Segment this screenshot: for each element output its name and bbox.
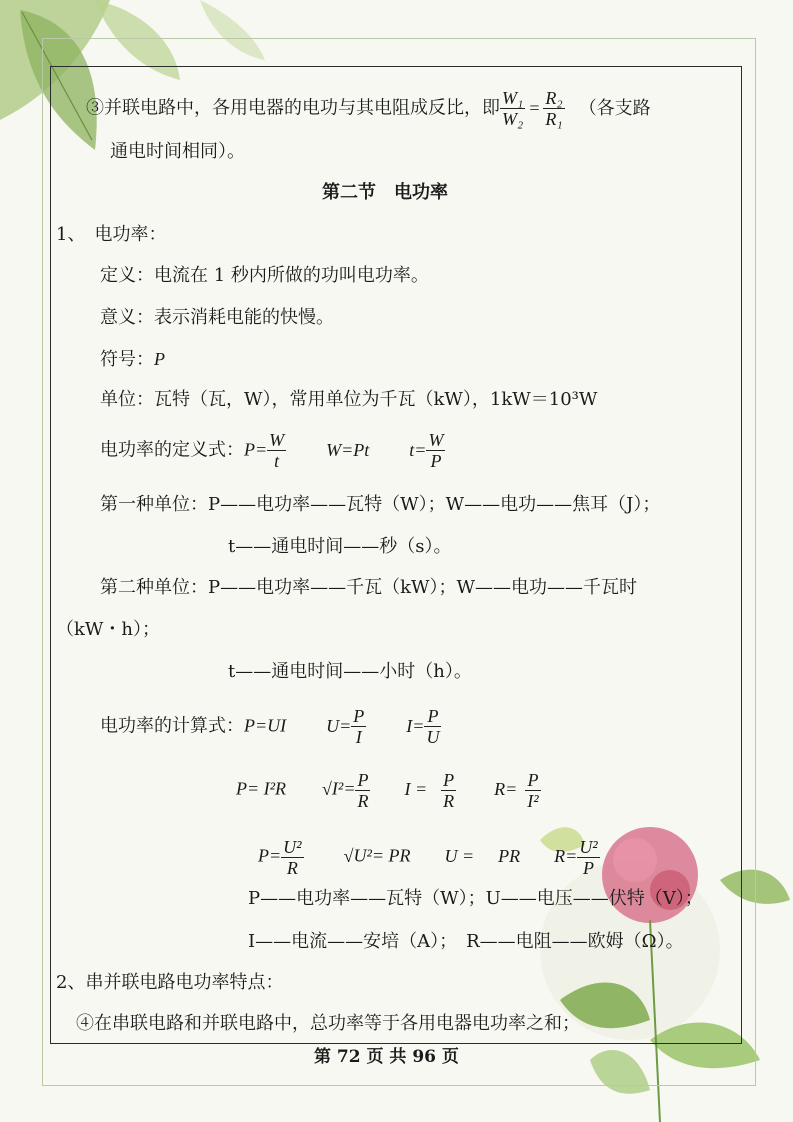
definition-formula-line: 电功率的定义式：P= $\frac{W}{t}$ W=Pt t= $\frac{W}{P}$ xyxy=(100,430,444,471)
unit-system-2-time: t——通电时间——小时（h）。 xyxy=(228,661,472,682)
unit-system-2-cont: （kW・h）； xyxy=(56,619,161,640)
derived-formulas-row-2: P= $\frac{\text{U²}}{R}$ √U²= PR U = PR R= $\frac{\text{U²}}{P}$ xyxy=(258,837,598,878)
legend-line-2: I——电流——安培（A）； R——电阻——欧姆（Ω）。 xyxy=(248,931,684,952)
meaning-line: 意义：表示消耗电能的快慢。 xyxy=(100,307,334,328)
unit-system-2: 第二种单位：P——电功率——千瓦（kW）；W——电功——千瓦时 xyxy=(100,577,638,598)
fraction-p-over-r: $\frac{P}{R}$ xyxy=(357,770,369,811)
sqrt-sign: √ xyxy=(322,778,332,799)
fraction-p-over-r-2: $\frac{P}{R}$ xyxy=(443,770,455,811)
derived-formulas-row-1: P= I²R √I²= $\frac{P}{R}$ I = $\frac{P}{R}$ R= $\frac{P}{\text{I²}}$ xyxy=(236,770,539,811)
paragraph-3-line-2: 通电时间相同）。 xyxy=(110,141,245,162)
fraction-w-over-t: $\frac{W}{t}$ xyxy=(269,430,285,471)
fraction-u2-over-p: $\frac{\text{U²}}{P}$ xyxy=(579,837,598,878)
unit-system-1-time: t——通电时间——秒（s）。 xyxy=(228,536,452,557)
definition-line: 定义：电流在 1 秒内所做的功叫电功率。 xyxy=(100,265,429,286)
paragraph-4: ④在串联电路和并联电路中，总功率等于各用电器电功率之和； xyxy=(76,1013,580,1034)
fraction-w-over-p: $\frac{W}{P}$ xyxy=(428,430,444,471)
fraction-w1-w2: $\frac{\text{W₁}}{\text{W₂}}$ xyxy=(502,88,524,129)
unit-system-1: 第一种单位：P——电功率——瓦特（W）；W——电功——焦耳（J）； xyxy=(100,494,661,515)
fraction-u2-over-r: $\frac{\text{U²}}{R}$ xyxy=(283,837,302,878)
fraction-p-over-u: $\frac{P}{U}$ xyxy=(426,706,440,747)
legend-line-1: P——电功率——瓦特（W）；U——电压——伏特（V）； xyxy=(248,888,703,909)
heading-1: 1、 电功率： xyxy=(56,224,167,245)
section-title: 第二节 电功率 xyxy=(322,182,448,203)
paragraph-3-line-1: ③并联电路中，各用电器的电功与其电阻成反比，即 $\frac{\text{W₁}}{\text{W₂}}$ = $\frac{\text{R₂}}{\text{R₁}}$ （各支路 xyxy=(86,88,651,129)
calc-formula-line: 电功率的计算式：P=UI U= $\frac{P}{I}$ I= $\frac{P}{U}$ xyxy=(100,706,440,747)
fraction-p-over-i: $\frac{P}{I}$ xyxy=(353,706,365,747)
heading-2: 2、串并联电路电功率特点： xyxy=(56,972,284,993)
unit-line: 单位：瓦特（瓦，W），常用单位为千瓦（kW），1kW＝10³W xyxy=(100,389,598,410)
symbol-line: 符号：P xyxy=(100,349,165,370)
fraction-p-over-i2: $\frac{P}{\text{I²}}$ xyxy=(527,770,539,811)
sqrt-sign-2: √ xyxy=(343,845,354,866)
page-footer: 第 72 页 共 96 页 xyxy=(314,1047,459,1067)
fraction-r2-r1: $\frac{\text{R₂}}{\text{R₁}}$ xyxy=(545,88,563,129)
